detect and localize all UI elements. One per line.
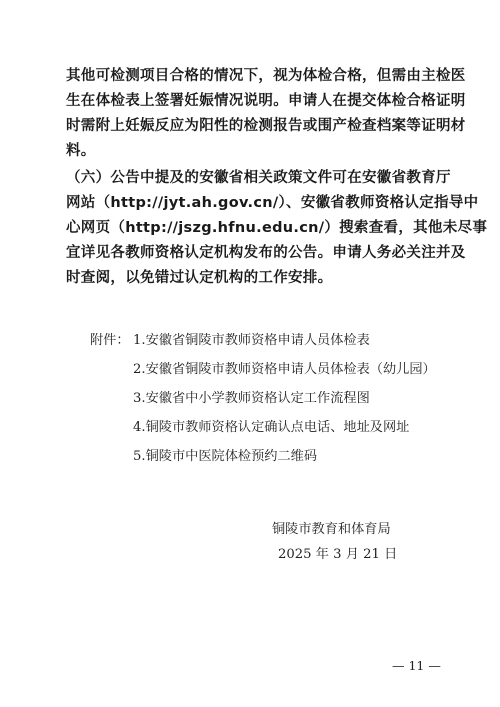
- text-line: 其他可检测项目合格的情况下，视为体检合格，但需由主检医: [66, 68, 466, 84]
- attachment-item: [90, 442, 436, 471]
- text-line: 料。: [66, 143, 96, 159]
- attachment-title: 4.铜陵市教师资格认定确认点电话、地址及网址: [133, 420, 410, 435]
- text-line: 网站（http://jyt.ah.gov.cn/）、安徽省教师资格认定指导中: [66, 195, 479, 211]
- page-number: — 11 —: [392, 658, 441, 673]
- text-line: 宜详见各教师资格认定机构发布的公告。申请人务必关注并及: [66, 245, 466, 261]
- attachment-title: 5.铜陵市中医院体检预约二维码: [133, 449, 318, 464]
- attachments-label: 附件：: [90, 333, 130, 348]
- attachment-item: [90, 384, 436, 413]
- text-line: 时需附上妊娠反应为阳性的检测报告或围产检查档案等证明材: [66, 118, 466, 134]
- attachment-title: 3.安徽省中小学教师资格认定工作流程图: [133, 391, 370, 406]
- text-line: 心网页（http://jszg.hfnu.edu.cn/）搜索查看，其他未尽事: [66, 220, 488, 236]
- attachment-item: [90, 355, 436, 384]
- text-line: 时查阅，以免错过认定机构的工作安排。: [66, 270, 333, 286]
- attachment-title: 2.安徽省铜陵市教师资格申请人员体检表（幼儿园）: [133, 362, 436, 377]
- attachments-list: [90, 326, 436, 471]
- attachment-item: [90, 326, 436, 355]
- text-line: （六）公告中提及的安徽省相关政策文件可在安徽省教育厅: [66, 170, 451, 186]
- issue-date: 2025 年 3 月 21 日: [278, 547, 398, 562]
- attachment-item: [90, 413, 436, 442]
- attachment-title: 1.安徽省铜陵市教师资格申请人员体检表: [133, 333, 370, 348]
- text-line: 生在体检表上签署妊娠情况说明。申请人在提交体检合格证明: [66, 93, 466, 109]
- issuing-authority: 铜陵市教育和体育局: [272, 522, 391, 537]
- paragraph-pregnancy-note: [66, 64, 466, 164]
- paragraph-policy-docs: [66, 166, 488, 291]
